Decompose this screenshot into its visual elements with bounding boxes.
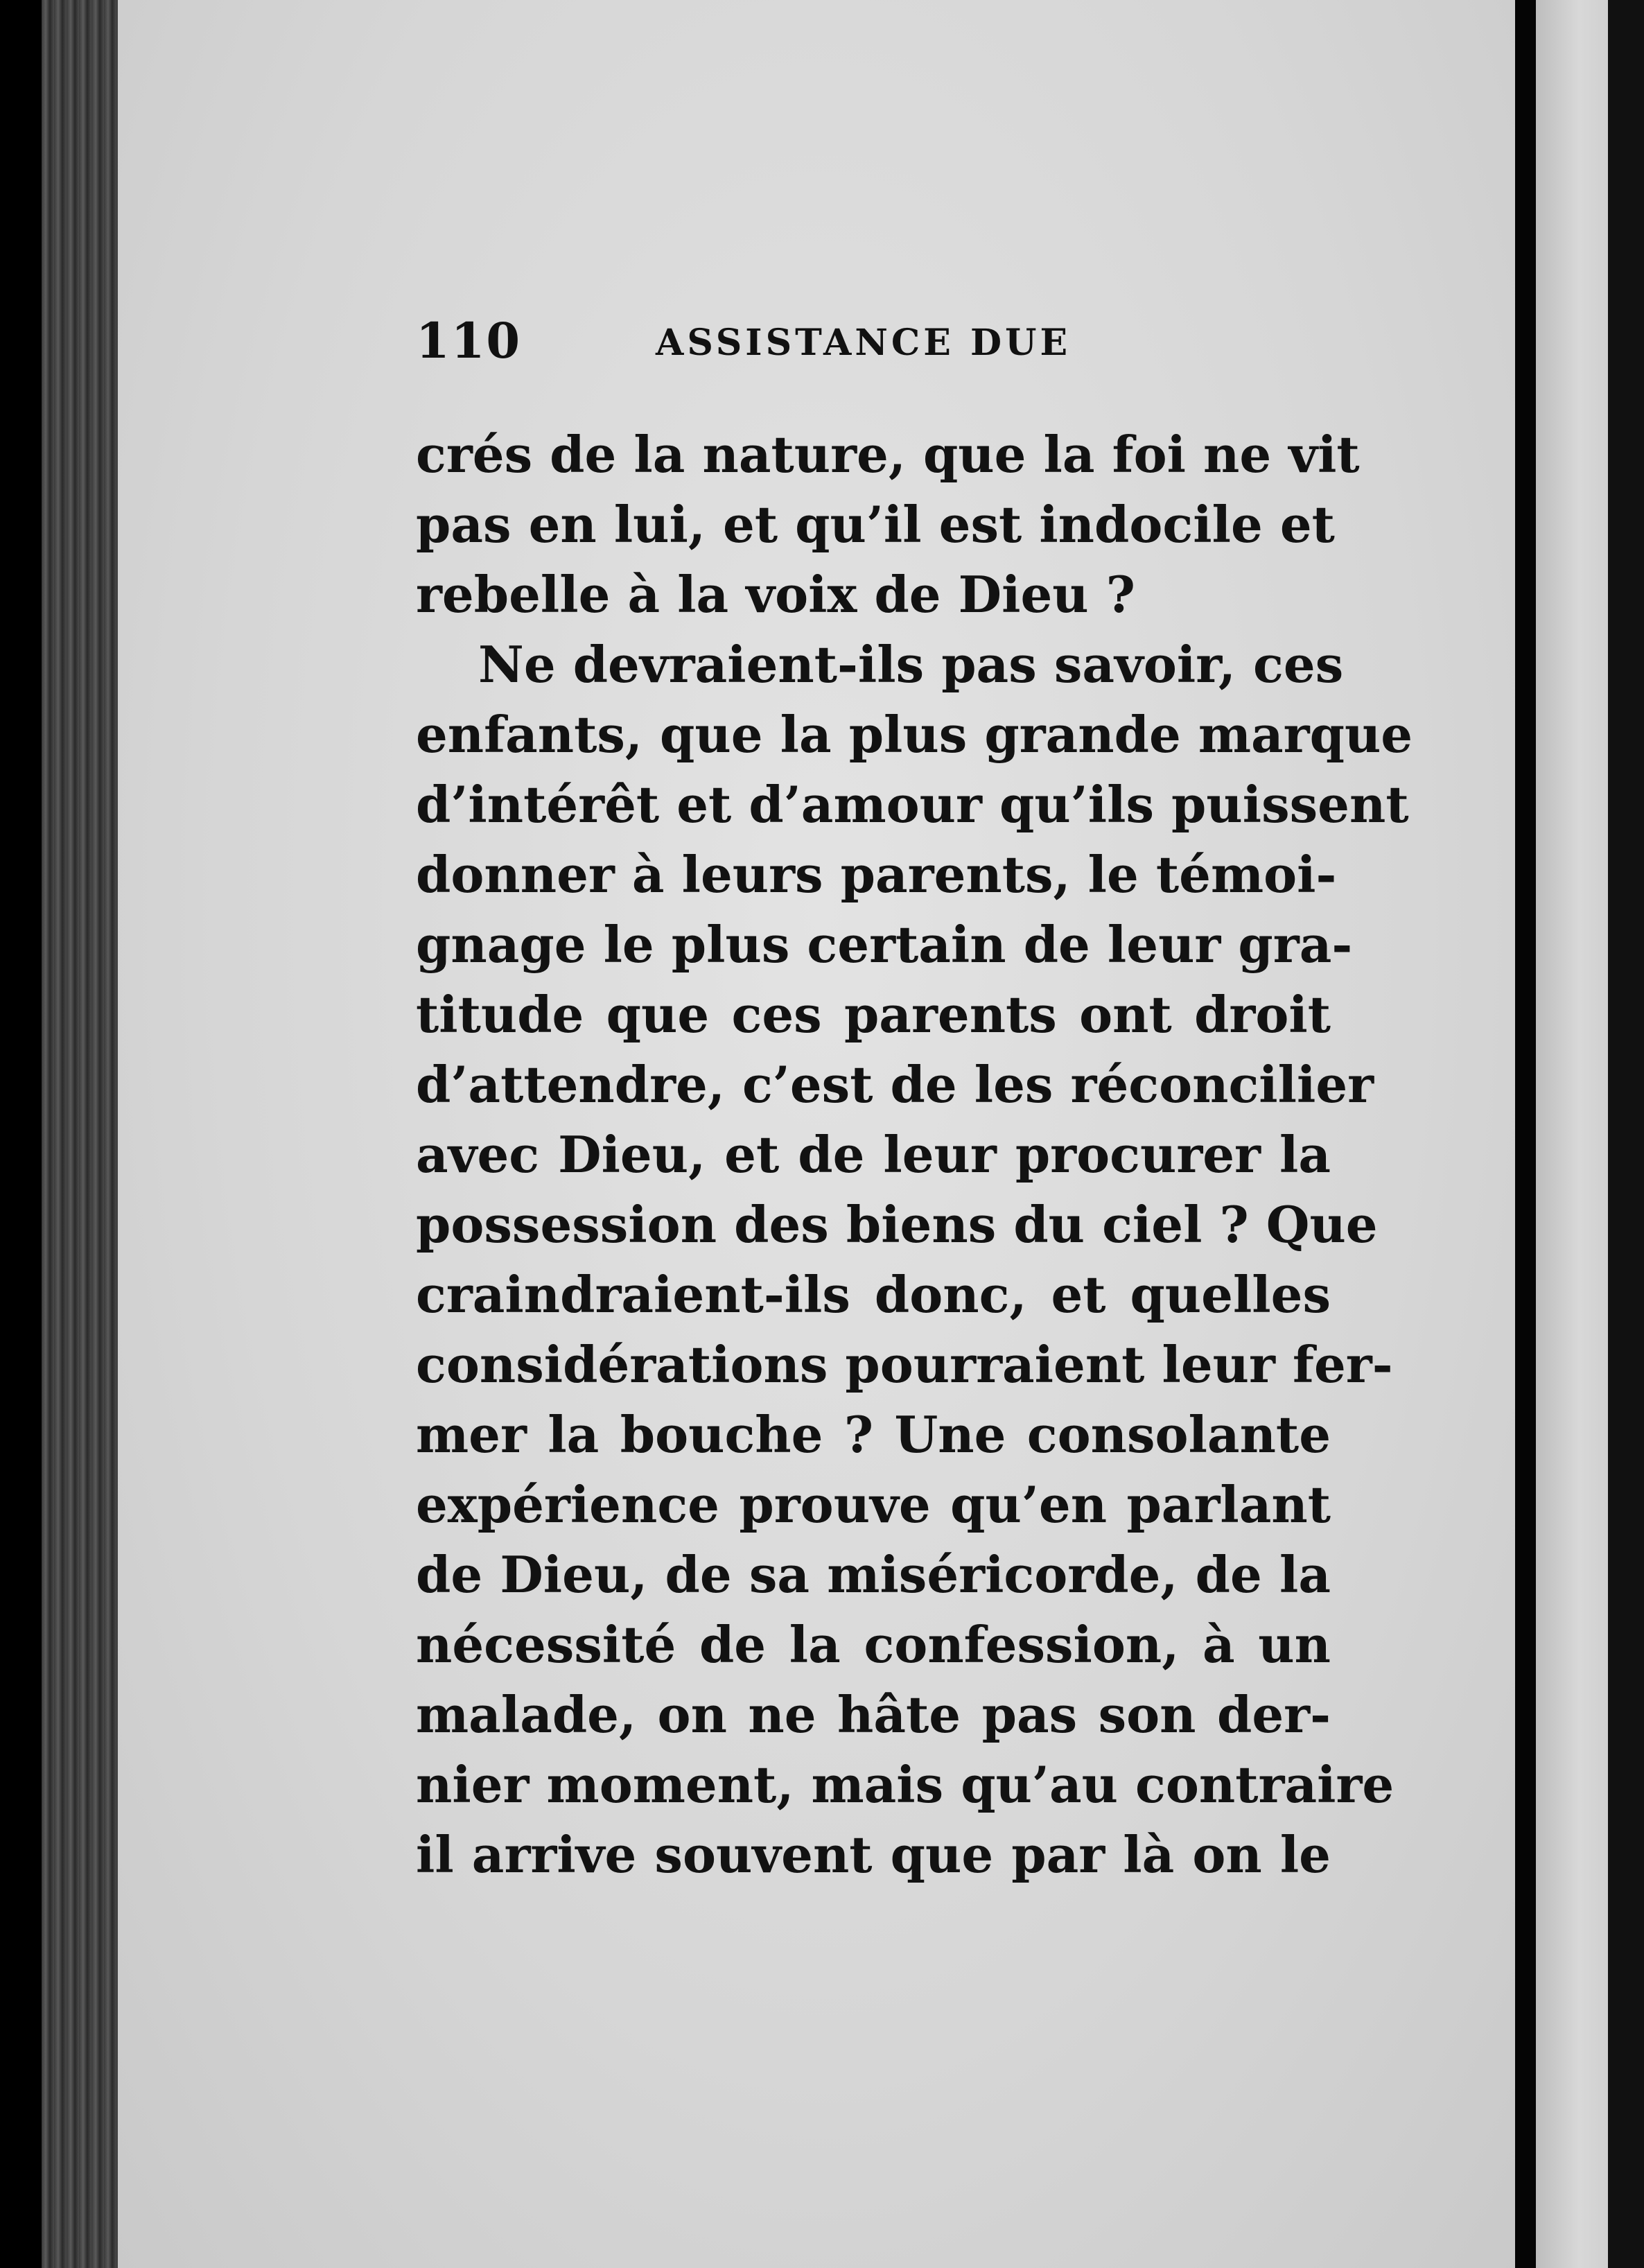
running-head [416, 312, 1386, 374]
text-line: rebelle à la voix de Dieu ? [416, 565, 1135, 624]
text-line: nier moment, mais qu’au contraire [416, 1755, 1394, 1814]
text-line: avec Dieu, et de leur procurer la [416, 1125, 1331, 1184]
text-line: gnage le plus certain de leur gra- [416, 915, 1353, 974]
text-line: il arrive souvent que par là on le [416, 1825, 1331, 1884]
text-line: titude que ces parents ont droit [416, 985, 1331, 1044]
text-line: d’attendre, c’est de les réconcilier [416, 1055, 1374, 1114]
text-line: possession des biens du ciel ? Que [416, 1195, 1378, 1254]
text-line: enfants, que la plus grande marque [416, 705, 1413, 764]
header-title: ASSISTANCE DUE [656, 322, 1072, 364]
page-number: 110 [416, 312, 522, 369]
text-line: Ne devraient-ils pas savoir, ces [478, 635, 1344, 694]
body-text [416, 419, 1413, 1890]
text-line: de Dieu, de sa miséricorde, de la [416, 1545, 1331, 1604]
text-line: considérations pourraient leur fer- [416, 1335, 1393, 1394]
text-line: crés de la nature, que la foi ne vit [416, 425, 1360, 484]
book-gutter [1515, 0, 1536, 2268]
text-line: mer la bouche ? Une consolante [416, 1405, 1331, 1464]
text-line: donner à leurs parents, le témoi- [416, 845, 1337, 904]
scan-border [1608, 0, 1644, 2268]
text-line: pas en lui, et qu’il est indocile et [416, 495, 1335, 554]
text-line: craindraient-ils donc, et quelles [416, 1265, 1331, 1324]
text-line: expérience prouve qu’en parlant [416, 1475, 1331, 1534]
text-line: malade, on ne hâte pas son der- [416, 1685, 1331, 1744]
text-line: d’intérêt et d’amour qu’ils puissent [416, 775, 1409, 834]
text-line: nécessité de la confession, à un [416, 1615, 1331, 1674]
